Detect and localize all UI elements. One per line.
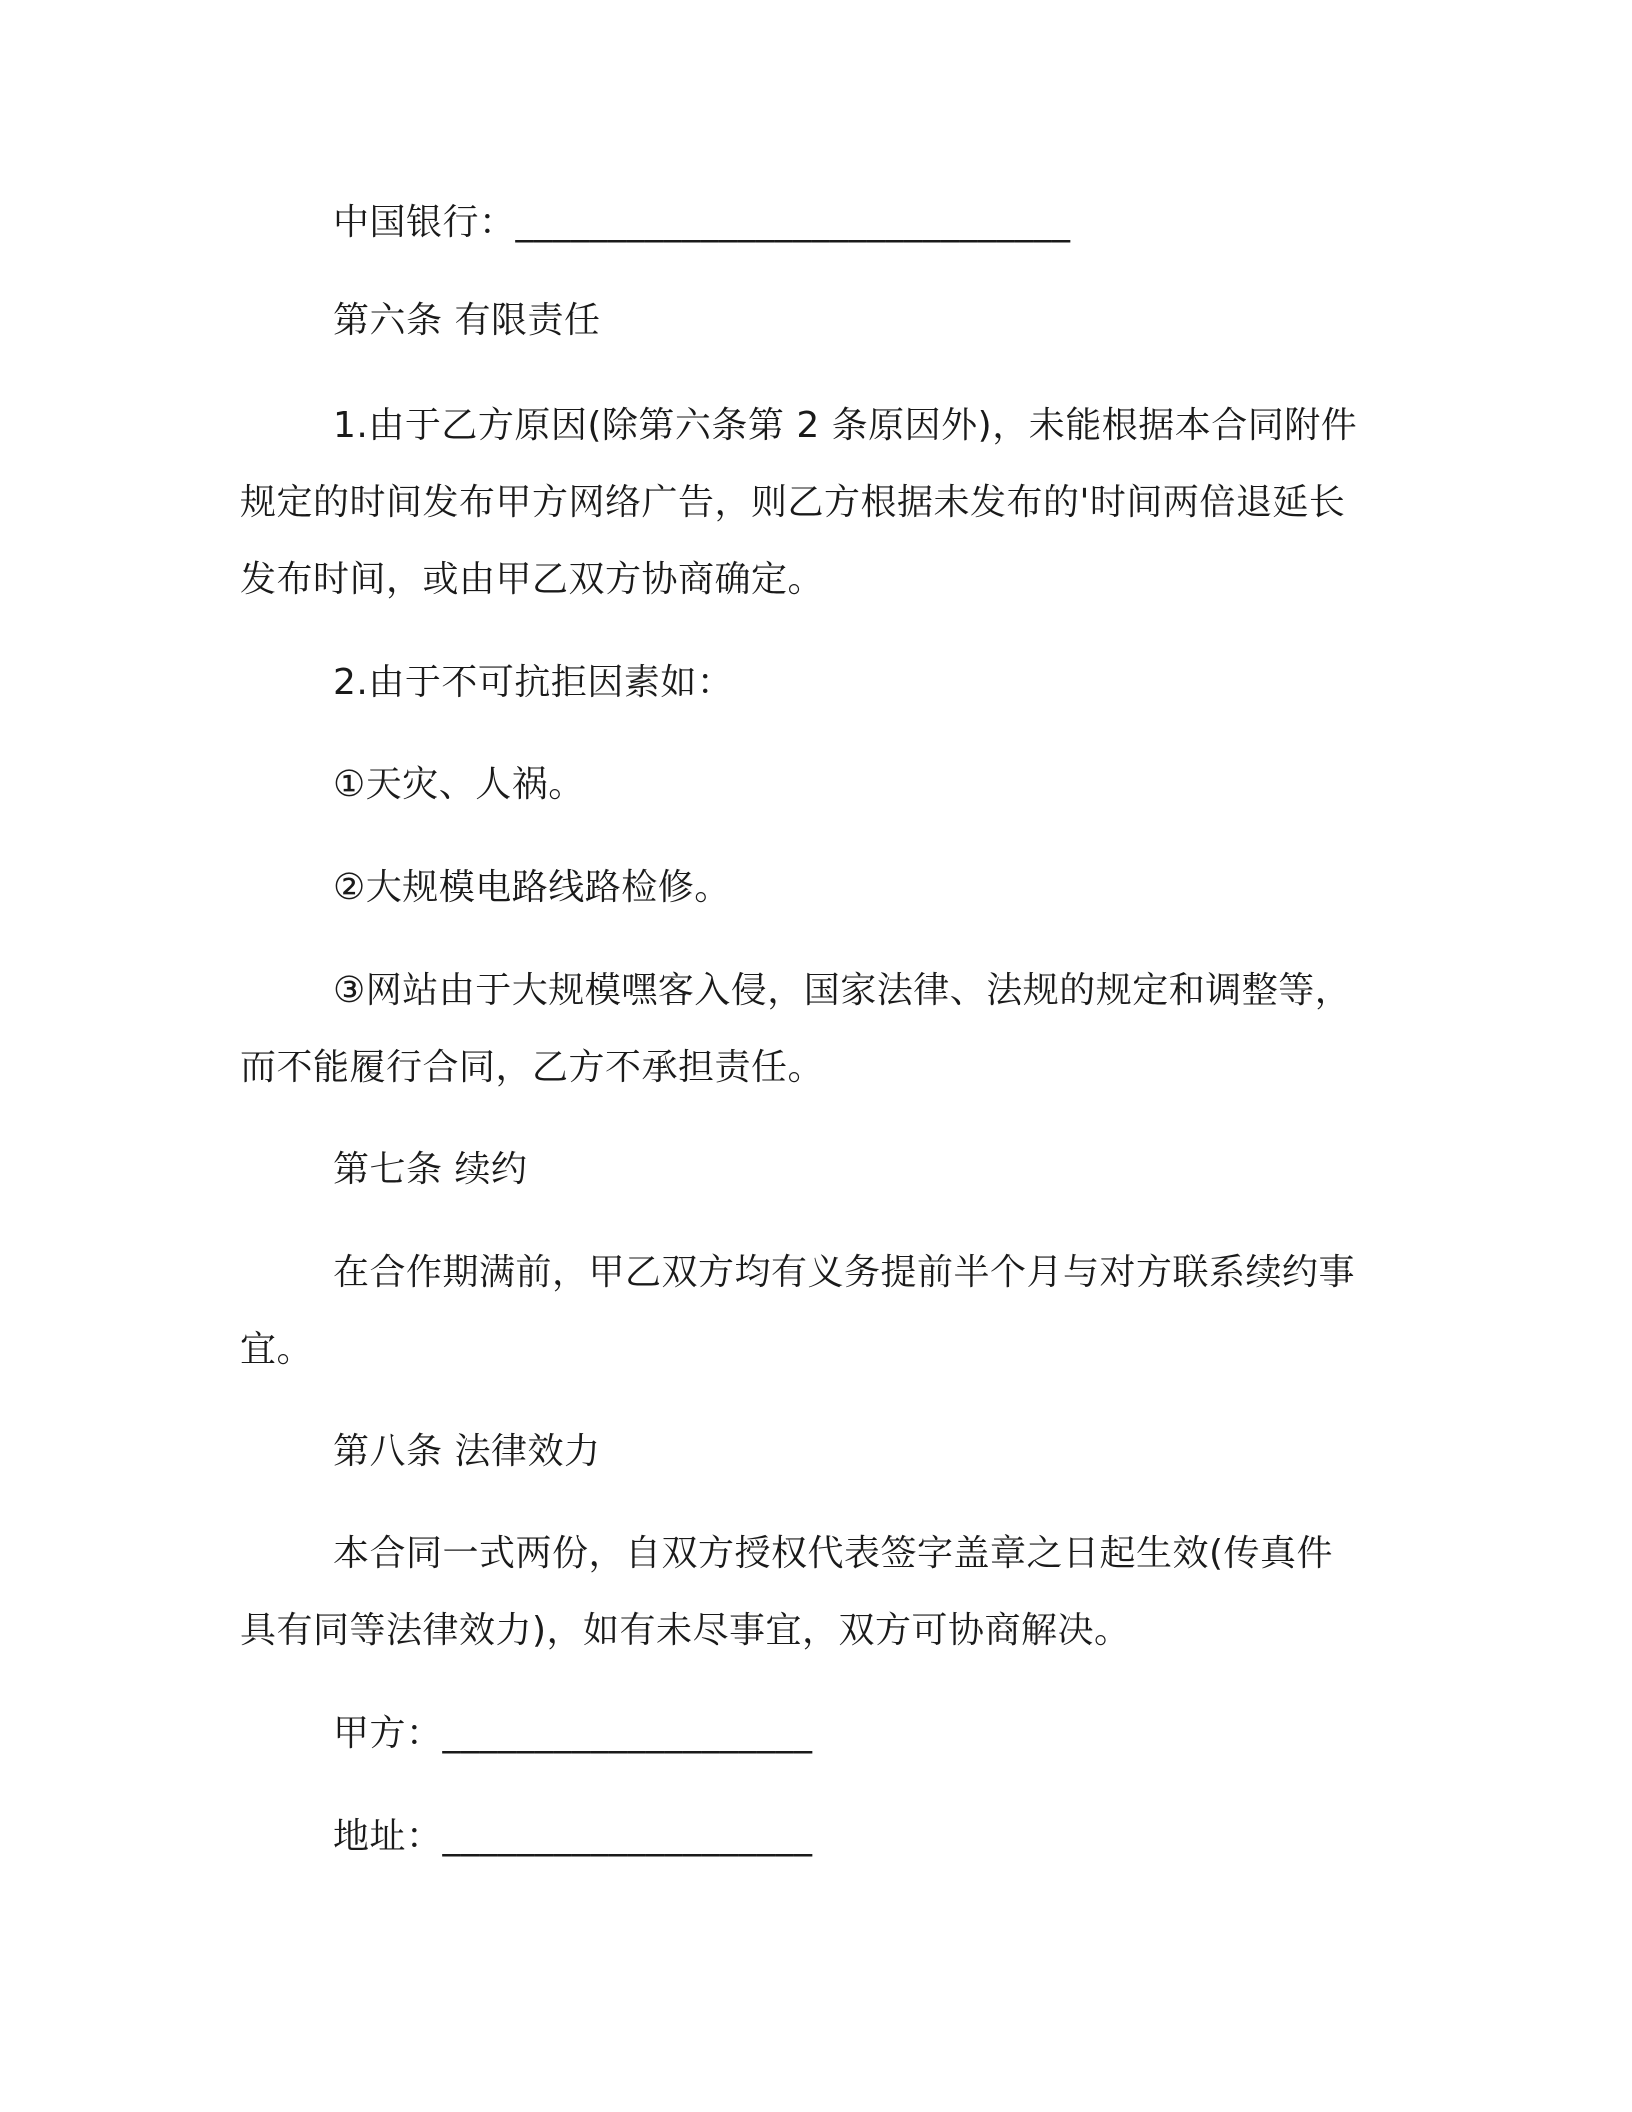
article-7-heading: 第七条 续约 (333, 1149, 528, 1190)
article-6-item-1: ①天灾、人祸。 (333, 764, 585, 805)
article-7-body-line-1: 在合作期满前，甲乙双方均有义务提前半个月与对方联系续约事 (333, 1252, 1356, 1293)
article-6-clause-1-line-2: 规定的时间发布甲方网络广告，则乙方根据未发布的'时间两倍退延长 (240, 482, 1346, 523)
article-6-clause-1-line-3: 发布时间，或由甲乙双方协商确定。 (240, 559, 825, 600)
bank-account-line: 中国银行：______________________________ (333, 202, 1071, 243)
party-a-line: 甲方：____________________ (333, 1713, 813, 1754)
article-6-item-3-line-2: 而不能履行合同，乙方不承担责任。 (240, 1047, 825, 1088)
article-8-body-line-1: 本合同一式两份，自双方授权代表签字盖章之日起生效(传真件 (333, 1533, 1334, 1574)
article-7-body-line-2: 宜。 (240, 1329, 314, 1370)
article-6-heading: 第六条 有限责任 (333, 300, 601, 341)
article-6-item-2: ②大规模电路线路检修。 (333, 867, 731, 908)
article-8-heading: 第八条 法律效力 (333, 1431, 601, 1472)
article-8-body-line-2: 具有同等法律效力)，如有未尽事宜，双方可协商解决。 (240, 1610, 1131, 1651)
article-6-item-3-line-1: ③网站由于大规模嘿客入侵，国家法律、法规的规定和调整等， (333, 970, 1352, 1011)
address-line: 地址：____________________ (333, 1816, 813, 1857)
article-6-clause-1-line-1: 1.由于乙方原因(除第六条第 2 条原因外)，未能根据本合同附件 (333, 405, 1358, 446)
article-6-clause-2: 2.由于不可抗拒因素如： (333, 662, 734, 703)
